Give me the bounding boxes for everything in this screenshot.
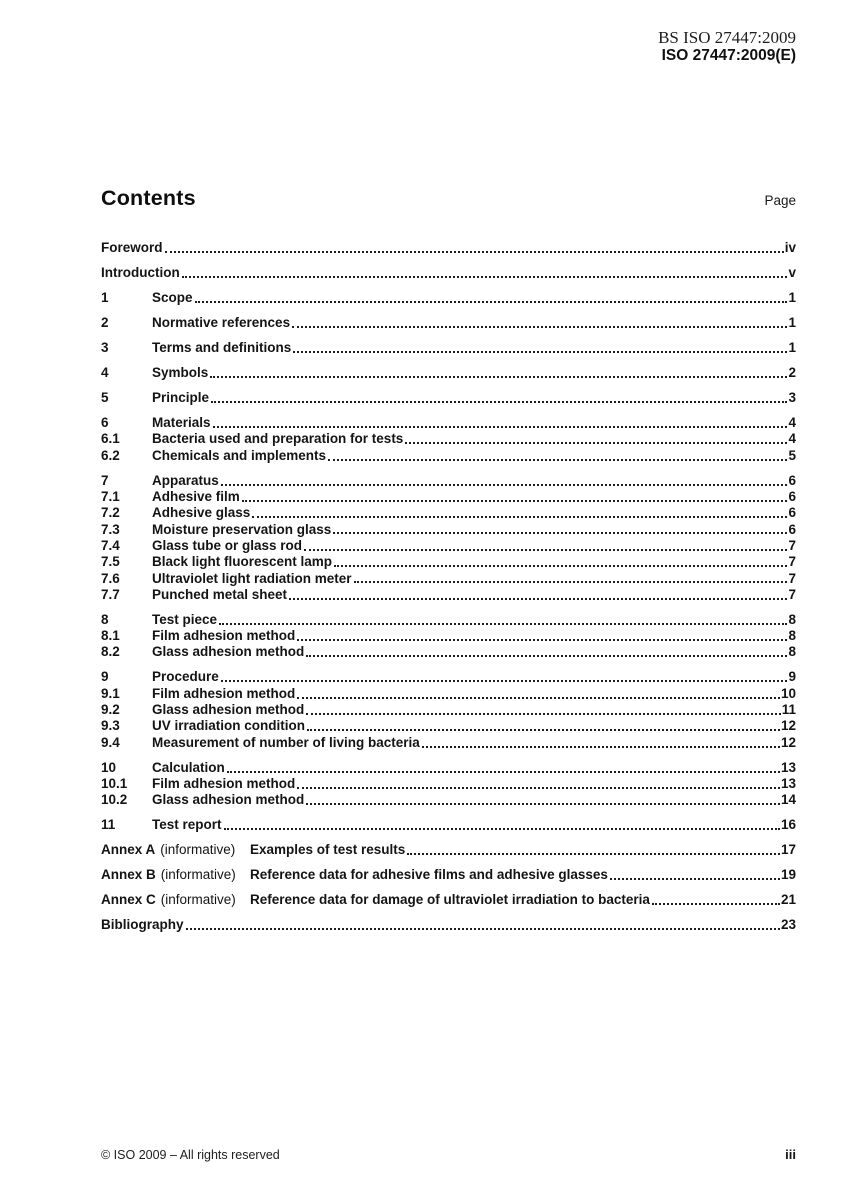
toc-page-number: 16 (780, 817, 796, 833)
document-header (658, 29, 796, 64)
toc-page-number: 2 (788, 365, 796, 380)
toc-leader-dots (334, 565, 787, 567)
toc-leader-dots (182, 276, 788, 278)
toc-row (101, 265, 796, 281)
toc-leader-dots (297, 787, 780, 789)
toc-entry-label: Ultraviolet light radiation meter (152, 570, 352, 586)
toc-row (101, 473, 796, 489)
toc-group (101, 612, 796, 661)
toc-entry-number: 7.3 (101, 521, 120, 537)
toc-row (101, 669, 796, 685)
toc-entry-number: 10 (101, 759, 117, 775)
toc-entry-label: Film adhesion method (152, 628, 296, 644)
toc-entry-label: UV irradiation condition (152, 718, 306, 734)
toc-row (101, 315, 796, 331)
toc-page-number: 7 (788, 537, 796, 553)
toc-leader-dots (307, 729, 780, 731)
toc-entry-label: Symbols (152, 365, 209, 380)
standard-designation-bs: BS ISO 27447:2009 (658, 28, 796, 47)
toc-row (101, 240, 796, 256)
toc-leader-dots (195, 301, 788, 303)
toc-page-number: 13 (780, 759, 796, 775)
toc-row (101, 628, 796, 644)
annex-prefix: Annex B (101, 867, 156, 883)
toc-leader-dots (610, 878, 780, 880)
toc-row (101, 792, 796, 808)
toc-page-number: 5 (788, 447, 796, 463)
toc-leader-dots (297, 639, 787, 641)
annex-head (101, 867, 250, 883)
toc-row (101, 571, 796, 587)
toc-page-number: 8 (788, 611, 796, 627)
annex-head (101, 842, 250, 858)
toc-page-number: v (788, 265, 796, 280)
toc-leader-dots (213, 426, 788, 428)
toc-entry-label: Test report (152, 817, 222, 833)
toc-page-number: 17 (780, 842, 796, 858)
toc-entry-number: 9.4 (101, 734, 120, 750)
toc-entry-number: 10.2 (101, 792, 128, 808)
toc-row (101, 538, 796, 554)
toc-leader-dots (304, 549, 787, 551)
toc-entry-label: Procedure (152, 669, 219, 685)
toc-group (101, 365, 796, 381)
table-of-contents (101, 240, 796, 942)
toc-page-number: 6 (788, 472, 796, 488)
toc-entry-number: 9.3 (101, 718, 120, 734)
toc-leader-dots (306, 803, 780, 805)
toc-entry-label: Examples of test results (250, 842, 406, 858)
toc-entry-number: 11 (101, 817, 116, 833)
toc-entry-number: 8.1 (101, 628, 120, 644)
toc-page-number: 7 (788, 586, 796, 602)
toc-page-number: 4 (788, 431, 796, 447)
toc-leader-dots (293, 351, 787, 353)
folio-page-number: iii (785, 1147, 796, 1162)
toc-group (101, 760, 796, 809)
annex-qualifier: (informative) (160, 842, 236, 858)
toc-entry-number: 7.1 (101, 488, 120, 504)
toc-page-number: iv (784, 240, 796, 255)
toc-page-number: 23 (780, 917, 796, 933)
toc-entry-number: 6.1 (101, 431, 120, 447)
page-column-label: Page (764, 193, 796, 208)
toc-group (101, 265, 796, 281)
toc-entry-label: Film adhesion method (152, 776, 296, 791)
toc-entry-number: 6 (101, 415, 109, 430)
toc-entry-label: Black light fluorescent lamp (152, 554, 333, 570)
toc-group (101, 867, 796, 883)
toc-group (101, 390, 796, 406)
toc-entry-label: Introduction (101, 265, 180, 280)
toc-page-number: 10 (780, 685, 796, 701)
toc-page-number: 6 (788, 505, 796, 521)
toc-page-number: 21 (780, 892, 796, 908)
toc-leader-dots (219, 623, 787, 625)
toc-entry-label: Glass tube or glass rod (152, 537, 303, 553)
toc-leader-dots (224, 828, 780, 830)
toc-entry-number: 7.4 (101, 537, 120, 553)
toc-row (101, 817, 796, 833)
toc-row (101, 505, 796, 521)
toc-row (101, 842, 796, 858)
toc-group (101, 290, 796, 306)
toc-leader-dots (289, 598, 787, 600)
toc-entry-label: Terms and definitions (152, 340, 292, 355)
toc-row (101, 448, 796, 464)
toc-leader-dots (306, 655, 787, 657)
annex-prefix: Annex C (101, 892, 156, 908)
toc-entry-label: Reference data for damage of ultraviolet irradiation to bacteria (250, 892, 650, 908)
toc-entry-label: Adhesive glass (152, 505, 251, 521)
toc-row (101, 702, 796, 718)
toc-group (101, 817, 796, 833)
toc-leader-dots (405, 442, 787, 444)
toc-page-number: 9 (788, 669, 796, 685)
toc-entry-label: Apparatus (152, 472, 219, 488)
toc-row (101, 340, 796, 356)
toc-entry-label: Reference data for adhesive films and adhesive glasses (250, 867, 608, 883)
toc-page-number: 19 (780, 867, 796, 883)
standard-designation-iso: ISO 27447:2009(E) (661, 47, 796, 64)
toc-page-number: 7 (788, 570, 796, 586)
toc-entry-number: 2 (101, 315, 109, 330)
toc-group (101, 315, 796, 331)
toc-group (101, 415, 796, 464)
toc-entry-number: 8 (101, 611, 109, 627)
toc-row (101, 644, 796, 660)
toc-leader-dots (354, 581, 788, 583)
toc-row (101, 735, 796, 751)
toc-group (101, 473, 796, 604)
contents-heading-row (101, 186, 796, 211)
toc-row (101, 290, 796, 306)
toc-entry-number: 4 (101, 365, 109, 380)
toc-page-number: 8 (788, 628, 796, 644)
toc-entry-number: 7.7 (101, 586, 120, 602)
toc-page-number: 14 (780, 792, 796, 808)
toc-entry-label: Film adhesion method (152, 685, 296, 701)
toc-entry-label: Principle (152, 390, 210, 405)
toc-page-number: 8 (788, 644, 796, 660)
toc-leader-dots (422, 746, 780, 748)
toc-entry-label: Chemicals and implements (152, 447, 327, 463)
toc-entry-number: 8.2 (101, 644, 120, 660)
contents-title: Contents (101, 186, 196, 210)
toc-row (101, 776, 796, 792)
toc-entry-label: Glass adhesion method (152, 644, 305, 660)
toc-entry-number: 6.2 (101, 447, 120, 463)
toc-group (101, 892, 796, 908)
toc-leader-dots (328, 459, 787, 461)
toc-entry-label: Scope (152, 290, 193, 305)
toc-leader-dots (221, 484, 788, 486)
toc-leader-dots (652, 903, 780, 905)
toc-row (101, 415, 796, 431)
toc-leader-dots (165, 251, 784, 253)
toc-entry-number: 3 (101, 340, 109, 355)
toc-leader-dots (297, 697, 780, 699)
toc-entry-number: 9.2 (101, 702, 120, 718)
toc-entry-number: 10.1 (101, 776, 128, 791)
toc-entry-number: 7.6 (101, 570, 120, 586)
toc-group (101, 669, 796, 751)
toc-entry-label: Moisture preservation glass (152, 521, 332, 537)
toc-leader-dots (292, 326, 787, 328)
toc-leader-dots (227, 771, 780, 773)
toc-row (101, 522, 796, 538)
toc-row (101, 760, 796, 776)
toc-entry-number: 9 (101, 669, 109, 685)
toc-page-number: 11 (781, 702, 796, 718)
toc-group (101, 340, 796, 356)
toc-leader-dots (210, 376, 787, 378)
toc-leader-dots (221, 680, 788, 682)
toc-leader-dots (252, 516, 787, 518)
toc-page-number: 6 (788, 521, 796, 537)
toc-row (101, 390, 796, 406)
toc-row (101, 867, 796, 883)
toc-row (101, 365, 796, 381)
toc-entry-label: Normative references (152, 315, 291, 330)
toc-entry-label: Bacteria used and preparation for tests (152, 431, 404, 447)
toc-row (101, 686, 796, 702)
copyright-notice: © ISO 2009 – All rights reserved (101, 1148, 280, 1162)
toc-row (101, 892, 796, 908)
toc-entry-label: Punched metal sheet (152, 586, 288, 602)
toc-entry-label: Foreword (101, 240, 163, 255)
toc-entry-label: Glass adhesion method (152, 792, 305, 808)
toc-leader-dots (211, 401, 787, 403)
toc-entry-label: Glass adhesion method (152, 702, 305, 718)
document-footer (101, 1147, 796, 1162)
toc-row (101, 587, 796, 603)
toc-row (101, 917, 796, 933)
toc-entry-label: Test piece (152, 611, 218, 627)
toc-page-number: 1 (788, 315, 796, 330)
toc-leader-dots (242, 500, 788, 502)
toc-entry-number: 7 (101, 472, 109, 488)
annex-qualifier: (informative) (160, 867, 236, 883)
toc-page-number: 1 (788, 340, 796, 355)
toc-leader-dots (306, 713, 780, 715)
toc-leader-dots (333, 532, 787, 534)
toc-entry-number: 1 (101, 290, 109, 305)
toc-row (101, 718, 796, 734)
toc-entry-label: Materials (152, 415, 211, 430)
toc-page-number: 7 (788, 554, 796, 570)
toc-page-number: 4 (788, 415, 796, 430)
toc-row (101, 489, 796, 505)
toc-leader-dots (407, 853, 780, 855)
toc-leader-dots (186, 928, 780, 930)
toc-group (101, 240, 796, 256)
toc-entry-number: 7.5 (101, 554, 120, 570)
toc-row (101, 554, 796, 570)
toc-entry-label: Bibliography (101, 917, 184, 933)
toc-entry-label: Measurement of number of living bacteria (152, 734, 420, 750)
toc-page-number: 3 (788, 390, 796, 405)
annex-prefix: Annex A (101, 842, 156, 858)
annex-qualifier: (informative) (160, 892, 236, 908)
toc-group (101, 917, 796, 933)
toc-entry-label: Adhesive film (152, 488, 240, 504)
toc-page-number: 12 (780, 734, 796, 750)
toc-row (101, 431, 796, 447)
toc-page-number: 12 (780, 718, 796, 734)
toc-entry-number: 7.2 (101, 505, 120, 521)
toc-page-number: 13 (780, 776, 796, 791)
toc-page-number: 6 (788, 488, 796, 504)
toc-entry-number: 9.1 (101, 685, 120, 701)
annex-head (101, 892, 250, 908)
toc-page-number: 1 (788, 290, 796, 305)
toc-entry-label: Calculation (152, 759, 225, 775)
toc-entry-number: 5 (101, 390, 109, 405)
toc-row (101, 612, 796, 628)
toc-group (101, 842, 796, 858)
